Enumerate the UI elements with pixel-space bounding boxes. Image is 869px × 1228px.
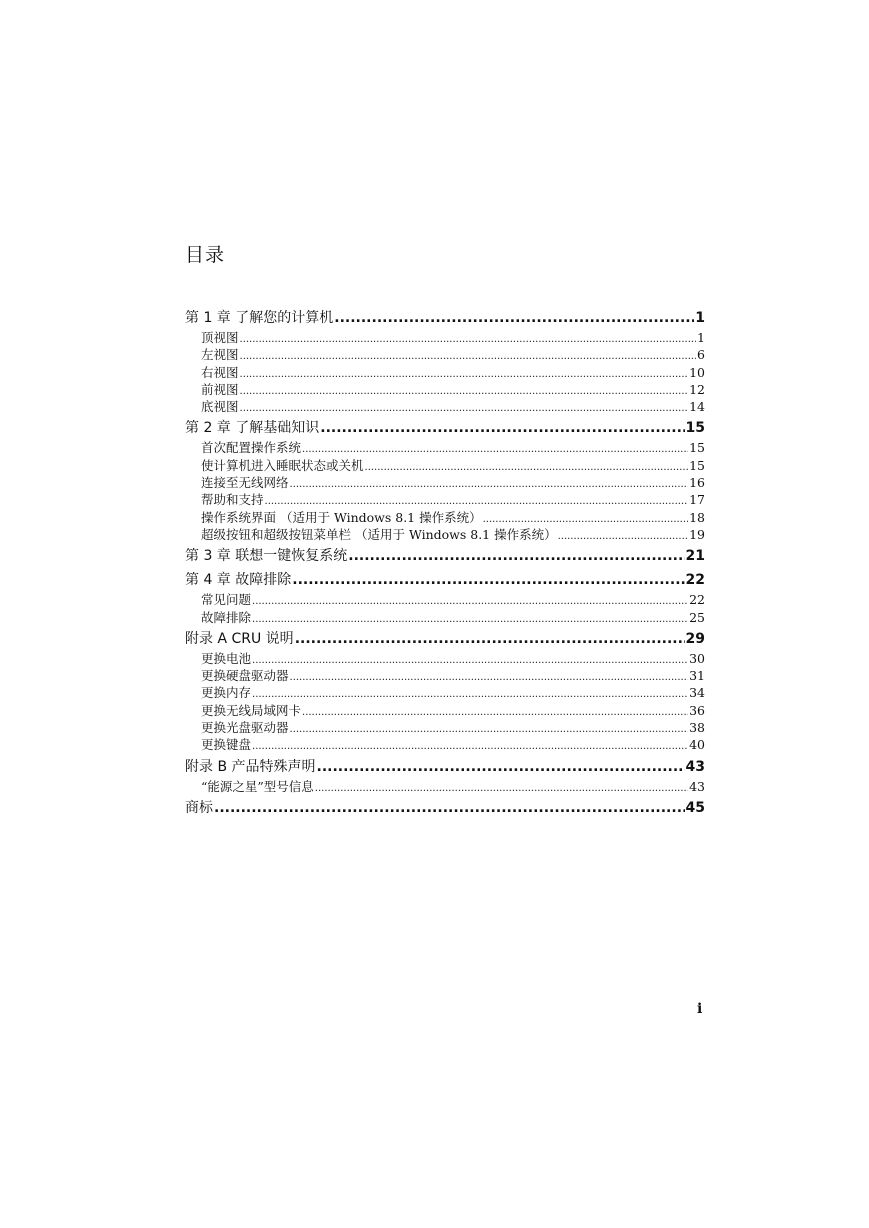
toc-item[interactable] (185, 591, 705, 608)
toc-page-number: 14 (689, 399, 705, 415)
toc-item[interactable] (185, 398, 705, 415)
toc-item-label: 右视图 (201, 364, 239, 380)
toc-leader-dots (240, 383, 689, 398)
toc-leader-dots (295, 628, 685, 650)
toc-page-number: 15 (689, 457, 705, 473)
toc-appendix-a[interactable] (185, 628, 705, 650)
toc-chapter-label: 附录 A CRU 说明 (185, 630, 294, 647)
toc-item[interactable] (185, 364, 705, 381)
toc-item-label: 更换光盘驱动器 (201, 720, 289, 736)
toc-page-number: 34 (689, 685, 705, 701)
toc-item[interactable] (185, 526, 705, 543)
toc-leader-dots (252, 611, 688, 626)
toc-chapter-label: 第 2 章 了解基础知识 (185, 420, 320, 437)
toc-item-label: 底视图 (201, 399, 239, 415)
toc-item-label: 左视图 (201, 347, 239, 363)
toc-page-number: 10 (689, 364, 705, 380)
toc-page-number: 18 (689, 509, 705, 525)
table-of-contents (185, 305, 705, 819)
toc-leader-dots (317, 756, 685, 778)
toc-item-label: 超级按钮和超级按钮菜单栏 （适用于 Windows 8.1 操作系统） (201, 526, 557, 542)
toc-leader-dots (315, 780, 688, 795)
toc-item[interactable] (185, 719, 705, 736)
toc-item[interactable] (185, 650, 705, 667)
toc-page-number: 6 (697, 347, 705, 363)
toc-chapter-label: 商标 (185, 799, 213, 816)
toc-leader-dots (252, 686, 688, 701)
toc-item[interactable] (185, 609, 705, 626)
toc-page-number: 29 (685, 630, 705, 647)
toc-item[interactable] (185, 684, 705, 701)
toc-page-number: 1 (695, 310, 705, 326)
toc-item-label: 更换无线局域网卡 (201, 702, 302, 718)
toc-chapter-label: 第 1 章 了解您的计算机 (185, 310, 334, 326)
toc-item-label: 更换硬盘驱动器 (201, 668, 289, 684)
toc-leader-dots (252, 593, 688, 608)
toc-trademarks[interactable] (185, 797, 705, 819)
toc-item-label: 使计算机进入睡眠状态或关机 (201, 457, 364, 473)
toc-leader-dots (252, 652, 688, 667)
toc-page-number: 25 (689, 609, 705, 625)
toc-chapter-label: 附录 B 产品特殊声明 (185, 758, 316, 775)
toc-item-label: 顶视图 (201, 330, 239, 345)
toc-page-number: 36 (689, 702, 705, 718)
toc-leader-dots (320, 417, 684, 439)
toc-leader-dots (252, 738, 688, 753)
toc-page-number: 43 (685, 758, 705, 775)
toc-page-number: 19 (689, 526, 705, 542)
toc-page-number: 31 (689, 668, 705, 684)
toc-item-label: 更换电池 (201, 650, 252, 666)
toc-appendix-b[interactable] (185, 756, 705, 778)
toc-page-number: 1 (697, 330, 705, 345)
toc-leader-dots (292, 569, 684, 591)
toc-chapter-4[interactable] (185, 569, 705, 591)
toc-leader-dots (302, 441, 688, 456)
page-number: i (697, 1001, 703, 1017)
toc-page-number: 38 (689, 720, 705, 736)
toc-page-number: 30 (689, 650, 705, 666)
toc-item-label: 更换内存 (201, 685, 252, 701)
toc-item-label: 操作系统界面 （适用于 Windows 8.1 操作系统） (201, 509, 482, 525)
toc-item[interactable] (185, 702, 705, 719)
toc-leader-dots (558, 528, 689, 543)
toc-item[interactable] (185, 457, 705, 474)
toc-item[interactable] (185, 439, 705, 456)
toc-page-number: 21 (685, 548, 705, 565)
toc-item-label: 故障排除 (201, 609, 252, 625)
toc-chapter-1[interactable] (185, 307, 705, 329)
toc-page-number: 45 (685, 799, 705, 816)
toc-item[interactable] (185, 346, 705, 363)
toc-item[interactable] (185, 509, 705, 526)
toc-item-label: 帮助和支持 (201, 492, 264, 508)
toc-leader-dots (302, 704, 688, 719)
toc-item-label: 更换键盘 (201, 737, 252, 753)
toc-page-number: 12 (689, 381, 705, 397)
toc-leader-dots (240, 348, 697, 363)
toc-page-number: 15 (689, 440, 705, 456)
toc-leader-dots (265, 493, 689, 508)
toc-item-label: “能源之星”型号信息 (201, 778, 314, 794)
page-title: 目录 (185, 244, 226, 266)
toc-item[interactable] (185, 778, 705, 795)
toc-leader-dots (348, 545, 684, 567)
toc-leader-dots (290, 669, 689, 684)
toc-item-label: 常见问题 (201, 592, 252, 608)
toc-item-label: 前视图 (201, 381, 239, 397)
toc-leader-dots (214, 797, 685, 819)
toc-chapter-label: 第 4 章 故障排除 (185, 572, 292, 589)
toc-leader-dots (240, 366, 689, 381)
toc-leader-dots (365, 459, 689, 474)
toc-page-number: 40 (689, 737, 705, 753)
toc-item[interactable] (185, 736, 705, 753)
toc-page-number: 22 (689, 592, 705, 608)
toc-page-number: 17 (689, 492, 705, 508)
toc-page-number: 16 (689, 475, 705, 491)
toc-item[interactable] (185, 491, 705, 508)
toc-page-number: 22 (685, 572, 705, 589)
toc-page-number: 15 (685, 420, 705, 437)
toc-leader-dots (483, 511, 689, 526)
toc-item[interactable] (185, 474, 705, 491)
toc-leader-dots (290, 721, 689, 736)
toc-item[interactable] (185, 667, 705, 684)
toc-chapter-label: 第 3 章 联想一键恢复系统 (185, 548, 348, 565)
toc-chapter-3[interactable] (185, 545, 705, 567)
toc-leader-dots (240, 400, 689, 415)
toc-item-label: 首次配置操作系统 (201, 440, 302, 456)
toc-item-label: 连接至无线网络 (201, 475, 289, 491)
toc-item[interactable] (185, 381, 705, 398)
toc-leader-dots (240, 331, 697, 346)
toc-chapter-2[interactable] (185, 417, 705, 439)
toc-leader-dots (334, 307, 694, 329)
toc-page-number: 43 (689, 778, 705, 794)
toc-item[interactable] (185, 329, 705, 346)
toc-leader-dots (290, 476, 689, 491)
